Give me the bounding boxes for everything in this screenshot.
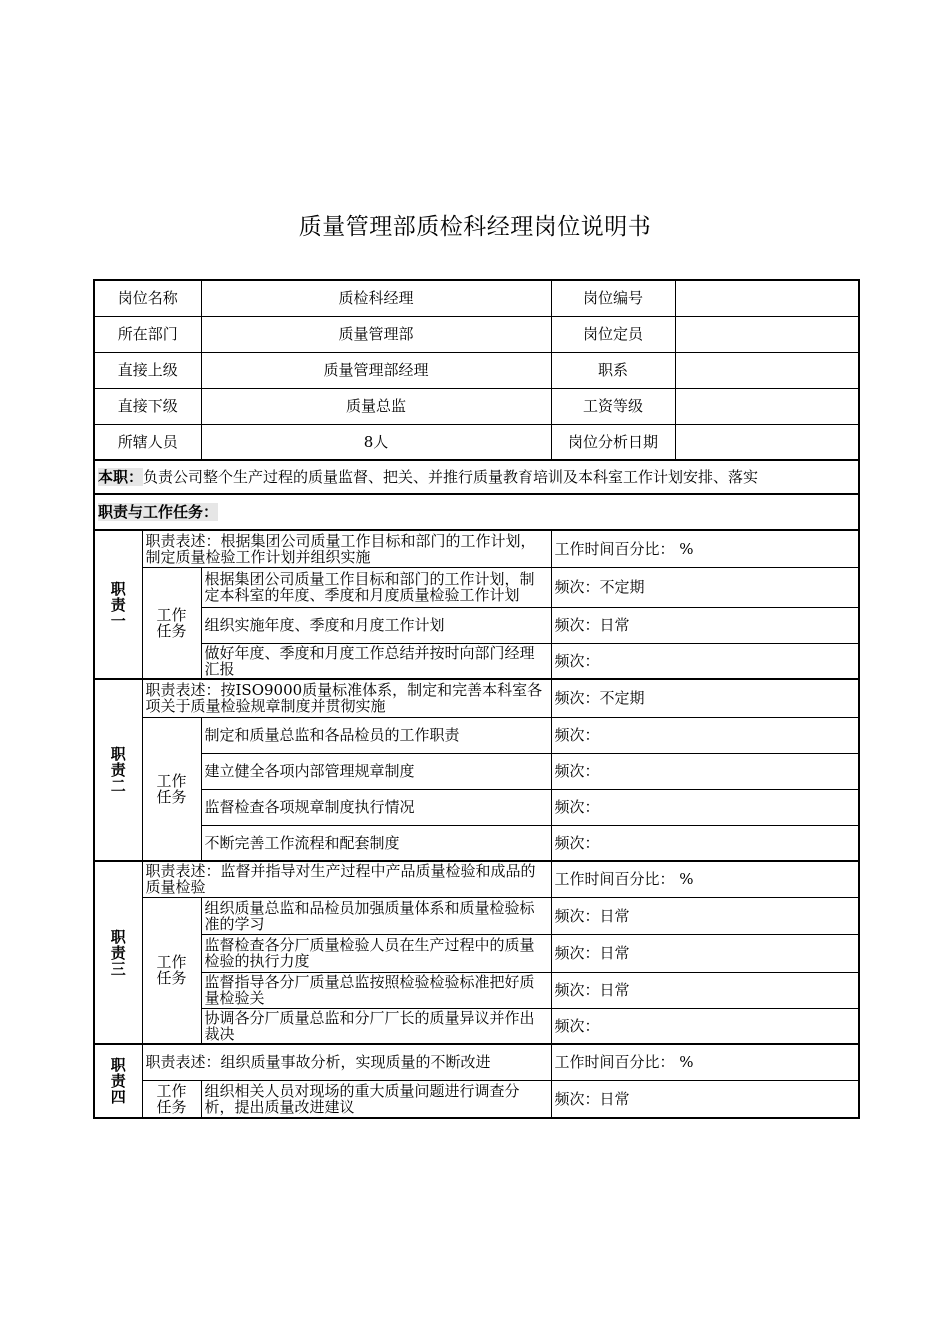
- task-frequency: 频次：: [551, 1008, 859, 1044]
- info-row: [94, 280, 859, 316]
- duty-description-row: [94, 679, 859, 717]
- task-frequency: 频次：: [551, 753, 859, 789]
- task-frequency: 频次：日常: [551, 934, 859, 972]
- duties-header: 职责与工作任务：: [98, 503, 219, 521]
- core-duty-label: 本职：: [98, 468, 144, 486]
- task-row: [94, 717, 859, 753]
- task-frequency: 频次：日常: [551, 972, 859, 1008]
- duty-time-percent: 工作时间百分比： %: [551, 861, 859, 897]
- duty-description: 职责表述：按ISO9000质量标准体系，制定和完善本科室各项关于质量检验规章制度并贯彻实施: [142, 679, 551, 717]
- task-text: 组织质量总监和品检员加强质量体系和质量检验标准的学习: [201, 897, 551, 934]
- info-value: 质检科经理: [201, 280, 551, 316]
- core-duty-text: 负责公司整个生产过程的质量监督、把关、并推行质量教育培训及本科室工作计划安排、落实: [143, 468, 759, 486]
- duty-description: 职责表述：监督并指导对生产过程中产品质量检验和成品的质量检验: [142, 861, 551, 897]
- task-label: 工作 任务: [142, 567, 201, 679]
- info-label: 直接下级: [94, 388, 201, 424]
- core-duty-row: [94, 460, 859, 494]
- info-value: [675, 316, 859, 352]
- info-label: 岗位名称: [94, 280, 201, 316]
- task-text: 根据集团公司质量工作目标和部门的工作计划，制定本科室的年度、季度和月度质量检验工作计划: [201, 567, 551, 607]
- info-row: [94, 352, 859, 388]
- duty-label-3: 职 责 三: [94, 861, 142, 1044]
- task-text: 协调各分厂质量总监和分厂厂长的质量异议并作出裁决: [201, 1008, 551, 1044]
- task-frequency: 频次：日常: [551, 1080, 859, 1118]
- task-text: 监督检查各项规章制度执行情况: [201, 789, 551, 825]
- duty-description-row: [94, 530, 859, 567]
- task-label: 工作 任务: [142, 1080, 201, 1118]
- duties-header-row: [94, 494, 859, 530]
- task-text: 制定和质量总监和各品检员的工作职责: [201, 717, 551, 753]
- duty-time-percent: 工作时间百分比： %: [551, 1044, 859, 1080]
- task-text: 建立健全各项内部管理规章制度: [201, 753, 551, 789]
- info-label: 所在部门: [94, 316, 201, 352]
- task-row: [94, 567, 859, 607]
- task-frequency: 频次：日常: [551, 897, 859, 934]
- duty-time-percent: 工作时间百分比： %: [551, 530, 859, 567]
- task-frequency: 频次：: [551, 789, 859, 825]
- duty-label-2: 职 责 二: [94, 679, 142, 861]
- task-row: [94, 607, 859, 643]
- info-label: 职系: [551, 352, 675, 388]
- info-label: 工资等级: [551, 388, 675, 424]
- info-row: [94, 424, 859, 460]
- task-text: 监督指导各分厂质量总监按照检验检验标准把好质量检验关: [201, 972, 551, 1008]
- info-value: 8人: [201, 424, 551, 460]
- task-row: [94, 643, 859, 679]
- task-row: [94, 972, 859, 1008]
- info-value: 质量管理部经理: [201, 352, 551, 388]
- task-text: 做好年度、季度和月度工作总结并按时向部门经理汇报: [201, 643, 551, 679]
- duty-label-4: 职 责 四: [94, 1044, 142, 1118]
- core-duty-cell: [94, 460, 859, 494]
- task-text: 组织实施年度、季度和月度工作计划: [201, 607, 551, 643]
- info-value: 质量管理部: [201, 316, 551, 352]
- task-frequency: 频次：: [551, 643, 859, 679]
- info-value: [675, 352, 859, 388]
- duty-label-1: 职 责 一: [94, 530, 142, 679]
- info-value: [675, 280, 859, 316]
- task-label: 工作 任务: [142, 897, 201, 1044]
- task-row: [94, 1080, 859, 1118]
- task-row: [94, 825, 859, 861]
- info-label: 岗位分析日期: [551, 424, 675, 460]
- task-row: [94, 1008, 859, 1044]
- info-label: 岗位编号: [551, 280, 675, 316]
- page-title: 质量管理部质检科经理岗位说明书: [298, 214, 652, 240]
- info-row: [94, 316, 859, 352]
- task-text: 不断完善工作流程和配套制度: [201, 825, 551, 861]
- duty-frequency: 频次：不定期: [551, 679, 859, 717]
- duty-description-row: [94, 1044, 859, 1080]
- task-frequency: 频次：: [551, 717, 859, 753]
- task-frequency: 频次：: [551, 825, 859, 861]
- info-row: [94, 388, 859, 424]
- duty-description: 职责表述：根据集团公司质量工作目标和部门的工作计划，制定质量检验工作计划并组织实施: [142, 530, 551, 567]
- task-frequency: 频次：不定期: [551, 567, 859, 607]
- task-text: 组织相关人员对现场的重大质量问题进行调查分析，提出质量改进建议: [201, 1080, 551, 1118]
- info-label: 所辖人员: [94, 424, 201, 460]
- task-row: [94, 789, 859, 825]
- duty-description: 职责表述：组织质量事故分析，实现质量的不断改进: [142, 1044, 551, 1080]
- job-description-table: [93, 279, 860, 1119]
- task-row: [94, 897, 859, 934]
- task-text: 监督检查各分厂质量检验人员在生产过程中的质量检验的执行力度: [201, 934, 551, 972]
- duty-description-row: [94, 861, 859, 897]
- info-value: [675, 388, 859, 424]
- task-row: [94, 934, 859, 972]
- info-label: 直接上级: [94, 352, 201, 388]
- task-row: [94, 753, 859, 789]
- task-frequency: 频次：日常: [551, 607, 859, 643]
- task-label: 工作 任务: [142, 717, 201, 861]
- info-value: 质量总监: [201, 388, 551, 424]
- info-value: [675, 424, 859, 460]
- duties-header-cell: [94, 494, 859, 530]
- info-label: 岗位定员: [551, 316, 675, 352]
